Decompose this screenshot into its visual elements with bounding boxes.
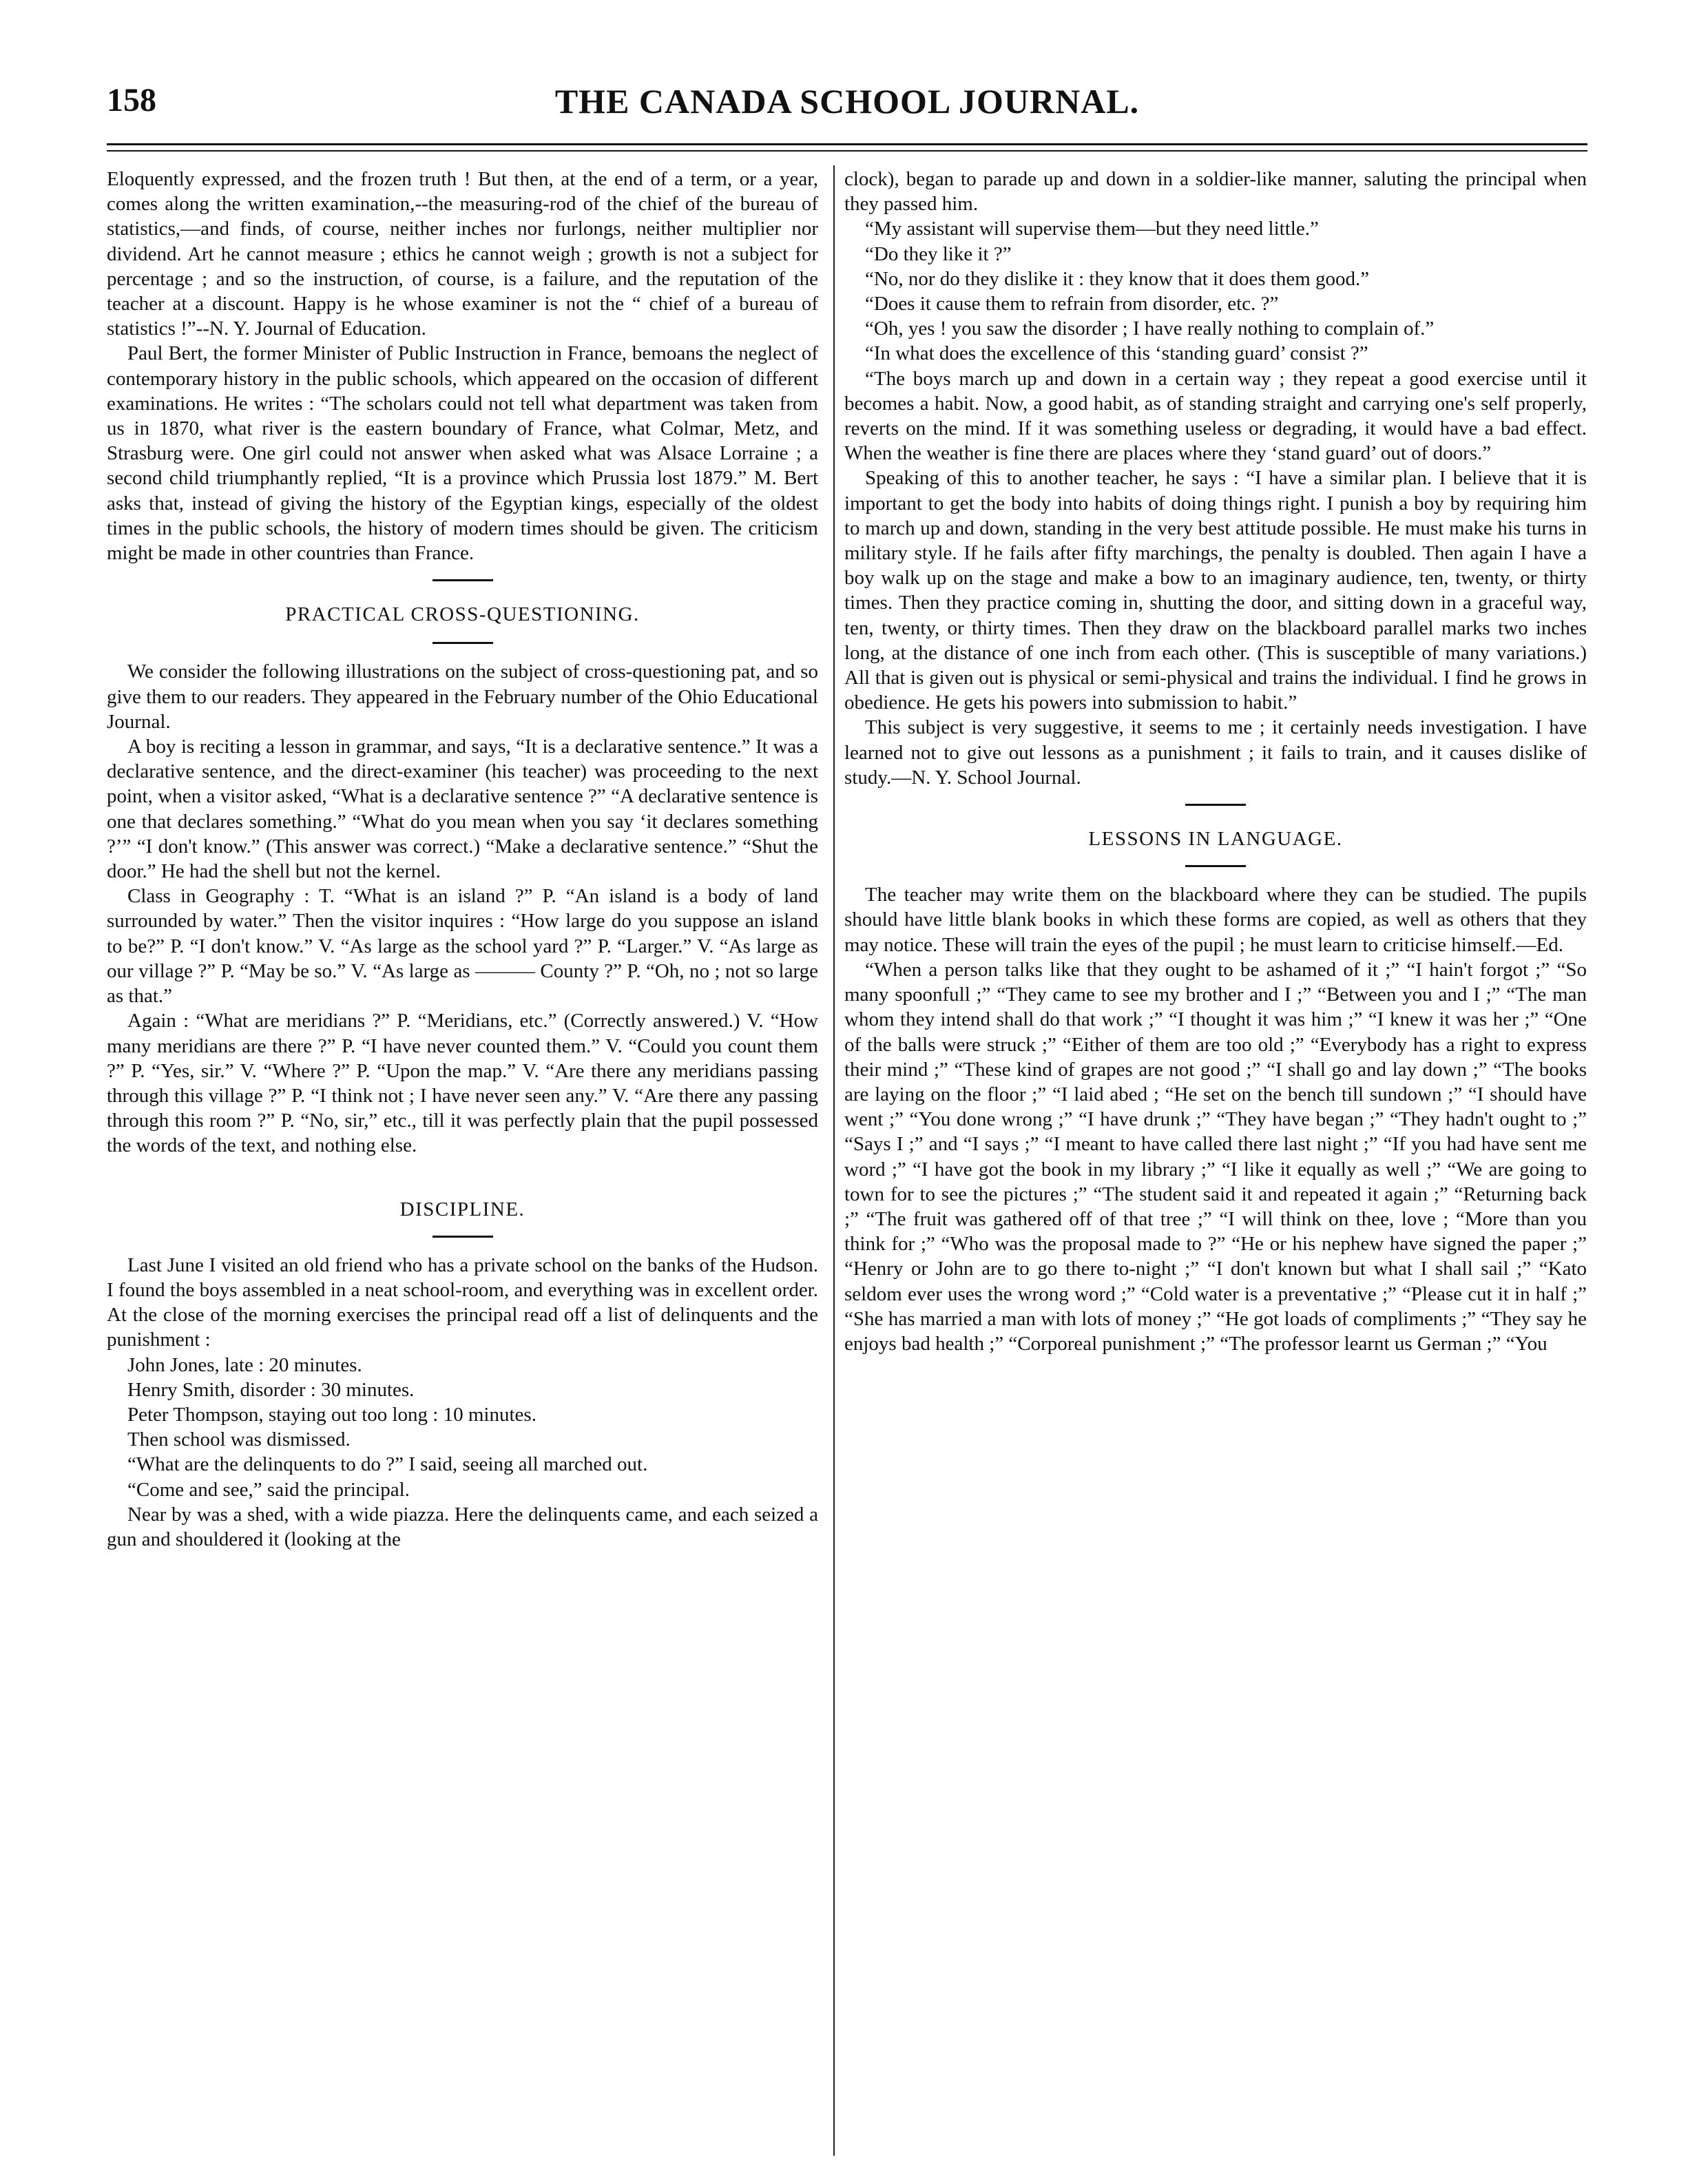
list-item: John Jones, late : 20 minutes. xyxy=(127,1353,362,1376)
page-number: 158 xyxy=(107,82,156,118)
paragraph: “Do they like it ?” xyxy=(865,242,1012,265)
paragraph: Eloquently expressed, and the frozen truth ! But then, at the end of a term, or a year, comes along the written examination,--the measuring-rod of the chief of the bureau of statistics,—and finds, of course, neither inches nor furlongs, neither multiplier nor dividend. Art he cannot measure ; ethics he cannot weigh ; growth is not a subject for percentage ; and so the instruction, of course, is a failure, and the reputation of the teacher at a discount. Happy is he whose examiner is not the “ chief of a bureau of statistics !”--N. Y. Journal of Education. xyxy=(107,168,818,340)
paragraph: “In what does the excellence of this ‘standing guard’ consist ?” xyxy=(865,342,1368,365)
paragraph: The teacher may write them on the blackboard where they can be studied. The pupils should have little blank books in which these forms are copied, as well as others that they may notice. These will train the eyes of the pupil ; he must learn to criticise himself.—Ed. xyxy=(844,884,1587,956)
left-column xyxy=(107,167,818,1552)
section-rule xyxy=(1185,865,1246,867)
paragraph: “Oh, yes ! you saw the disorder ; I have really nothing to complain of.” xyxy=(865,318,1435,340)
paragraph: “Come and see,” said the principal. xyxy=(127,1478,410,1501)
column-divider xyxy=(833,165,835,2156)
paragraph: This subject is very suggestive, it seems to me ; it certainly needs investigation. I have learned not to give out lessons as a punishment ; it fails to train, and it causes dislike of study.—N. Y. School Journal. xyxy=(844,716,1587,789)
heading-discipline: DISCIPLINE. xyxy=(399,1198,525,1220)
paragraph: Again : “What are meridians ?” P. “Meridians, etc.” (Correctly answered.) V. “How many meridians are there ?” P. “I have never counted them.” V. “Could you count them ?” P. “Yes, sir.” V. “Where ?” P. “Upon the map.” V. “Are there any meridians passing through this village ?” P. “I think not ; I have never seen any.” V. “Are there any passing through this room ?” P. “No, sir,” etc., till it was perfectly plain that the pupil possessed the words of the text, and nothing else. xyxy=(107,1010,818,1157)
paragraph: A boy is reciting a lesson in grammar, and says, “It is a declarative sentence.” It was a declarative sentence, and the direct-examiner (his teacher) was proceeding to the next point, when a visitor asked, “What is a declarative sentence ?” “A declarative sentence is one that declares something.” “What do you mean when you say ‘it declares something ?’” “I don't know.” (This answer was correct.) “Make a declarative sentence.” “Shut the door.” He had the shell but not the kernel. xyxy=(107,736,818,883)
section-rule xyxy=(433,579,493,581)
list-item: Then school was dismissed. xyxy=(127,1428,351,1451)
section-rule xyxy=(1185,804,1246,806)
list-item: Peter Thompson, staying out too long : 10 minutes. xyxy=(127,1403,536,1426)
section-rule xyxy=(433,642,493,644)
paragraph: We consider the following illustrations on the subject of cross-questioning pat, and so give them to our readers. They appeared in the February number of the Ohio Educational Journal. xyxy=(107,661,818,733)
paragraph: Speaking of this to another teacher, he says : “I have a similar plan. I believe that it is important to get the body into habits of doing things right. I punish a boy by requiring him to march up and down, standing in the very best attitude possible. He must make his turns in military style. If he fails after fifty marchings, the penalty is doubled. Then again I have a boy walk up on the stage and make a bow to an imaginary audience, ten, twenty, or thirty times. Then they practice coming in, shutting the door, and sitting down in a graceful way, ten, twenty, or thirty times. Then they draw on the blackboard parallel marks two inches long, at the distance of one inch from each other. (This is susceptible of many variations.) All that is given out is physical or semi-physical and trains the individual. I find he grows in obedience. He gets his powers into submission to habit.” xyxy=(844,467,1587,714)
journal-title: THE CANADA SCHOOL JOURNAL. xyxy=(554,82,1140,121)
right-column xyxy=(844,167,1587,1356)
paragraph: “My assistant will supervise them—but they need little.” xyxy=(865,218,1319,240)
page-header xyxy=(107,81,1587,123)
header-rule-thin xyxy=(107,150,1587,152)
paragraph: Paul Bert, the former Minister of Public Instruction in France, bemoans the neglect of contemporary history in the public schools, which appeared on the occasion of different examinations. He writes : “The scholars could not tell what department was taken from us in 1870, what river is the eastern boundary of France, what Colmar, Metz, and Strasburg were. One girl could not answer when asked what was Alsace Lorraine ; a second child triumphantly replied, “It is a province which Prussia lost 1879.” M. Bert asks that, instead of giving the history of the Egyptian kings, especially of the oldest times in the public schools, the history of modern times should be given. The criticism might be made in other countries than France. xyxy=(107,342,818,565)
paragraph: Near by was a shed, with a wide piazza. Here the delinquents came, and each seized a gun and shouldered it (looking at the xyxy=(107,1503,818,1550)
section-rule xyxy=(433,1236,493,1238)
paragraph: Last June I visited an old friend who has a private school on the banks of the Hudson. I found the boys assembled in a neat school-room, and everything was in excellent order. At the close of the morning exercises the principal read off a list of delinquents and the punishment : xyxy=(107,1254,818,1351)
list-item: Henry Smith, disorder : 30 minutes. xyxy=(127,1378,415,1401)
paragraph: “The boys march up and down in a certain way ; they repeat a good exercise until it becomes a habit. Now, a good habit, as of standing straight and carrying one's self properly, reverts on the mind. If it was something useless or degrading, it would have a bad effect. When the weather is fine there are places where they ‘stand guard’ out of doors.” xyxy=(844,367,1587,465)
header-rule-thick xyxy=(107,143,1587,145)
paragraph: “Does it cause them to refrain from disorder, etc. ?” xyxy=(865,293,1279,315)
paragraph: Class in Geography : T. “What is an island ?” P. “An island is a body of land surrounded by water.” Then the visitor inquires : “How large do you suppose an island to be?” P. “I don't know.” V. “As large as the school yard ?” P. “Larger.” V. “As large as our village ?” P. “May be so.” V. “As large as ——— County ?” P. “Oh, no ; not so large as that.” xyxy=(107,885,818,1008)
heading-cross-questioning: PRACTICAL CROSS-QUESTIONING. xyxy=(285,603,640,626)
paragraph: “When a person talks like that they ought to be ashamed of it ;” “I hain't forgot ;” “So many spoonfull ;” “They came to see my brother and I ;” “Between you and I ;” “The man whom they intend shall do that work ;” “I thought it was him ;” “I knew it was her ;” “One of the balls were struck ;” “Either of them are too old ;” “Everybody has a right to express their mind ;” “These kind of grapes are not good ;” “I shall go and lay down ;” “The books are laying on the floor ;” “I laid abed ; “He set on the bench till sundown ;” “I should have went ;” “You done wrong ;” “I have drunk ;” “They have began ;” “They hadn't ought to ;” “Says I ;” and “I says ;” “I meant to have called there last night ;” “If you had have sent me word ;” “I have got the book in my library ;” “I like it equally as well ;” “We are going to town for to see the pictures ;” “The student said it and repeated it again ;” “Returning back ;” “The fruit was gathered off of that tree ;” “I will think on thee, love ; “More than you think for ;” “Who was the proposal made to ?” “He or his nephew have signed the paper ;” “Henry or John are to go there to-night ;” “I don't known but what I shall sail ;” “Kato seldom ever uses the wrong word ;” “Cold water is a preventative ;” “Please cut it in half ;” “She has married a man with lots of money ;” “He got loads of compliments ;” “They say he enjoys bad health ;” “Corporeal punishment ;” “The professor learnt us German ;” “You xyxy=(844,958,1587,1355)
heading-lessons-in-language: LESSONS IN LANGUAGE. xyxy=(1088,828,1343,851)
paragraph: “What are the delinquents to do ?” I said, seeing all marched out. xyxy=(127,1453,648,1476)
paragraph: “No, nor do they dislike it : they know that it does them good.” xyxy=(865,267,1370,290)
paragraph: clock), began to parade up and down in a soldier-like manner, saluting the principal when they passed him. xyxy=(844,168,1587,216)
